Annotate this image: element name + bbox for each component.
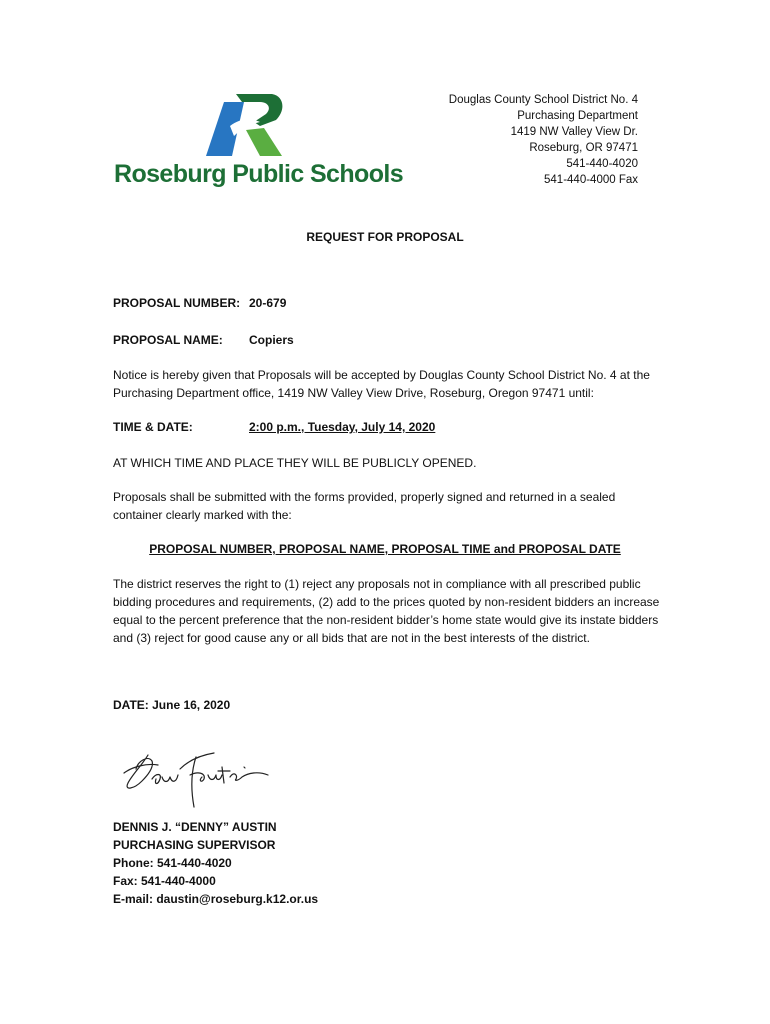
r-logo-mark-icon xyxy=(202,92,286,160)
proposal-number-value: 20-679 xyxy=(249,296,287,310)
address-line: Roseburg, OR 97471 xyxy=(529,142,638,154)
proposal-number-row xyxy=(113,296,286,310)
district-logo xyxy=(114,92,404,196)
contact-title: PURCHASING SUPERVISOR xyxy=(113,838,276,852)
contact-email: E-mail: daustin@roseburg.k12.or.us xyxy=(113,892,319,906)
rights-paragraph: The district reserves the right to (1) reject any proposals not in compliance with all prescribed public bidding procedures and requirements, (2) add to the prices quoted by non-resident bidders an increase equal to the percent preference that the non-resident bidder’s home state would give its instate bidders and (3) reject for good cause any or all bids that are not in the best interests of the district. xyxy=(113,577,660,645)
proposal-name-row xyxy=(113,333,294,347)
address-block xyxy=(449,92,638,188)
notice-paragraph: Notice is hereby given that Proposals will be accepted by Douglas County School District No. 4 at the Purchasing Department office, 1419 NW Valley View Drive, Roseburg, Oregon 97471 until: xyxy=(113,368,650,400)
submission-paragraph: Proposals shall be submitted with the forms provided, properly signed and returned in a sealed container clearly marked with the: xyxy=(113,490,616,522)
contact-name: DENNIS J. “DENNY” AUSTIN xyxy=(113,820,277,834)
contact-block xyxy=(113,818,318,908)
contact-phone: Phone: 541-440-4020 xyxy=(113,856,232,870)
handwritten-signature xyxy=(118,745,288,815)
address-phone: 541-440-4020 xyxy=(566,158,638,170)
address-line: Douglas County School District No. 4 xyxy=(448,94,638,106)
time-date-value: 2:00 p.m., Tuesday, July 14, 2020 xyxy=(249,420,436,434)
issue-date: DATE: June 16, 2020 xyxy=(113,698,231,712)
marking-heading: PROPOSAL NUMBER, PROPOSAL NAME, PROPOSAL TIME and PROPOSAL DATE xyxy=(149,542,621,556)
logo-text: Roseburg Public Schools xyxy=(114,160,404,188)
time-date-label: TIME & DATE: xyxy=(113,420,193,434)
address-fax: 541-440-4000 Fax xyxy=(544,174,638,186)
contact-fax: Fax: 541-440-4000 xyxy=(113,874,216,888)
proposal-number-label: PROPOSAL NUMBER: xyxy=(113,296,241,310)
address-line: Purchasing Department xyxy=(517,110,638,122)
document-title: REQUEST FOR PROPOSAL xyxy=(306,230,464,244)
opening-statement: AT WHICH TIME AND PLACE THEY WILL BE PUBLICLY OPENED. xyxy=(113,456,477,470)
proposal-name-label: PROPOSAL NAME: xyxy=(113,333,223,347)
proposal-name-value: Copiers xyxy=(249,333,294,347)
time-date-row xyxy=(113,420,435,434)
address-line: 1419 NW Valley View Dr. xyxy=(510,126,638,138)
